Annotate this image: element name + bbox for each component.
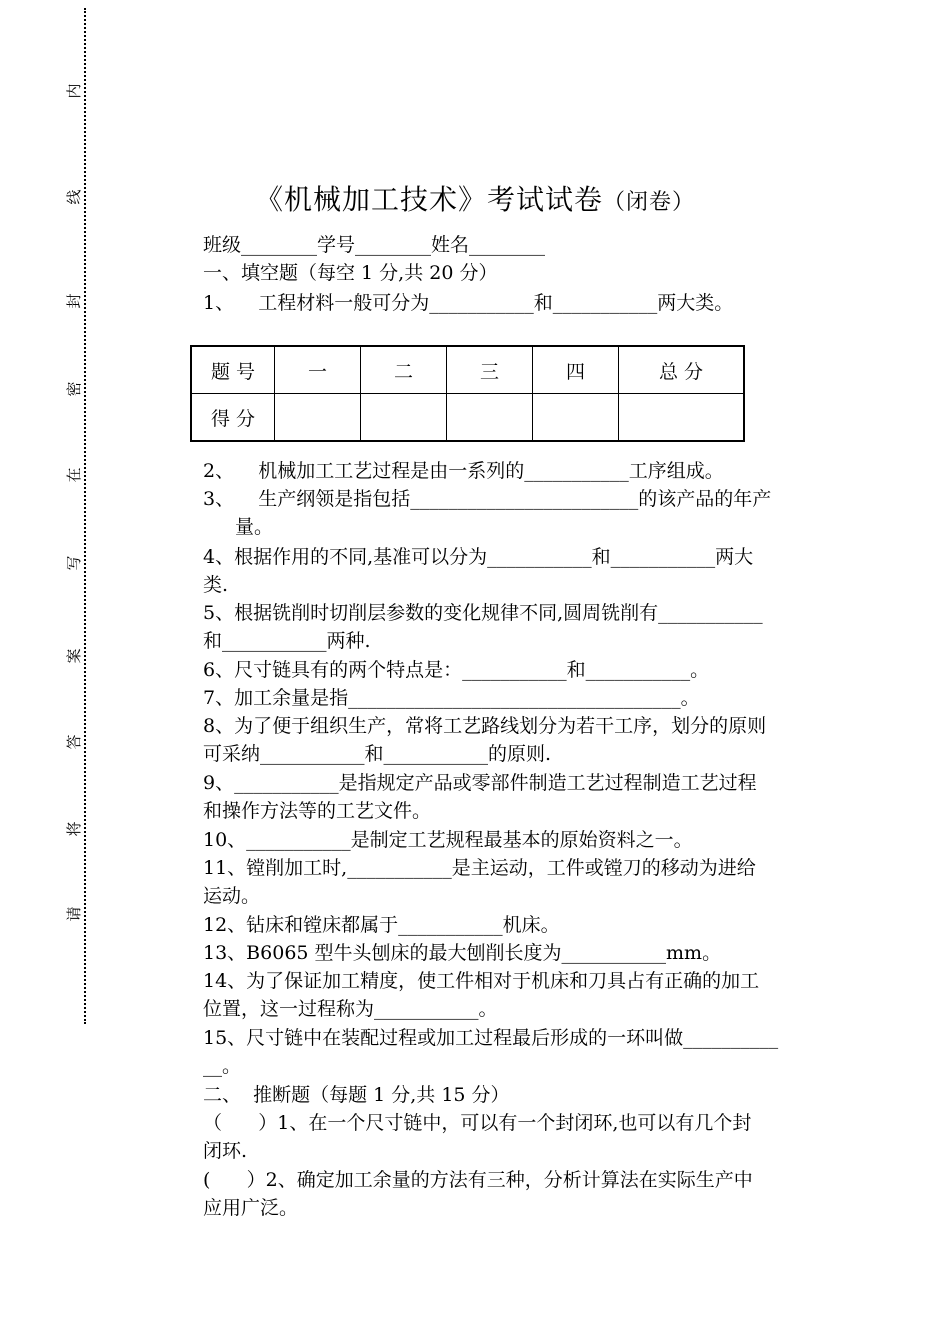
score-header-cell: 一 — [275, 346, 361, 394]
margin-char: 案 — [65, 648, 83, 664]
score-header-cell: 四 — [533, 346, 619, 394]
question-11: 11、镗削加工时,___________是主运动，工件或镗刀的移动为进给 — [203, 857, 756, 879]
question-11-cont: 运动。 — [203, 885, 261, 907]
section2-heading: 二、 推断题（每题 1 分,共 15 分） — [203, 1084, 510, 1106]
margin-char: 内 — [65, 83, 83, 99]
question-3: 3、 生产纲领是指包括________________________的该产品的年产 — [203, 488, 772, 510]
question-14: 14、为了保证加工精度，使工件相对于机床和刀具占有正确的加工 — [203, 970, 760, 992]
margin-char: 在 — [65, 467, 83, 483]
tf-question-1: （ ）1、在一个尺寸链中，可以有一个封闭环,也可以有几个封 — [203, 1112, 752, 1134]
tf-question-2: ( ）2、确定加工余量的方法有三种，分析计算法在实际生产中 — [203, 1169, 753, 1191]
margin-char: 请 — [65, 906, 83, 922]
question-9: 9、___________是指规定产品或零部件制造工艺过程制造工艺过程 — [203, 772, 757, 794]
question-3-cont: 量。 — [235, 516, 274, 538]
question-9-cont: 和操作方法等的工艺文件。 — [203, 800, 432, 822]
question-4-cont: 类. — [203, 574, 229, 596]
question-7: 7、加工余量是指___________________________________。 — [203, 687, 700, 709]
score-cell — [447, 394, 533, 442]
tf-question-2-cont: 应用广泛。 — [203, 1197, 299, 1219]
question-8-cont: 可采纳___________和___________的原则. — [203, 743, 552, 765]
tf-question-1-cont: 闭环. — [203, 1140, 248, 1162]
binding-dotted-line — [84, 8, 86, 1024]
score-header-cell: 三 — [447, 346, 533, 394]
question-14-cont: 位置，这一过程称为___________。 — [203, 998, 498, 1020]
question-4: 4、根据作用的不同,基准可以分为___________和___________两大 — [203, 546, 754, 568]
question-5-cont: 和___________两种. — [203, 630, 371, 652]
score-header-cell: 总 分 — [619, 346, 745, 394]
score-table — [190, 345, 745, 442]
margin-char: 线 — [65, 189, 83, 205]
score-header-cell: 二 — [361, 346, 447, 394]
score-cell — [275, 394, 361, 442]
question-1: 1、 工程材料一般可分为___________和___________两大类。 — [203, 292, 734, 314]
question-13: 13、B6065 型牛头刨床的最大刨削长度为___________mm。 — [203, 942, 722, 964]
student-info-line: 班级________学号________姓名________ — [203, 234, 546, 256]
question-8: 8、为了便于组织生产，常将工艺路线划分为若干工序，划分的原则 — [203, 715, 767, 737]
question-10: 10、___________是制定工艺规程最基本的原始资料之一。 — [203, 829, 693, 851]
margin-char: 答 — [65, 734, 83, 750]
score-cell — [361, 394, 447, 442]
score-row-label: 得 分 — [191, 394, 275, 442]
question-12: 12、钻床和镗床都属于___________机床。 — [203, 914, 560, 936]
exam-title-suffix: （闭卷） — [603, 190, 696, 215]
section1-heading: 一、填空题（每空 1 分,共 20 分） — [203, 262, 498, 284]
score-cell — [619, 394, 745, 442]
margin-char: 将 — [65, 821, 83, 837]
score-header-cell: 题 号 — [191, 346, 275, 394]
margin-char: 写 — [65, 555, 83, 571]
question-2: 2、 机械加工工艺过程是由一系列的___________工序组成。 — [203, 460, 724, 482]
question-15: 15、尺寸链中在装配过程或加工过程最后形成的一环叫做__________ — [203, 1027, 779, 1049]
exam-title-main: 《机械加工技术》考试试卷 — [254, 183, 603, 216]
score-cell — [533, 394, 619, 442]
margin-char: 封 — [65, 293, 83, 309]
question-5: 5、根据铣削时切削层参数的变化规律不同,圆周铣削有___________ — [203, 602, 763, 624]
exam-title — [0, 178, 950, 218]
question-6: 6、尺寸链具有的两个特点是：___________和___________。 — [203, 659, 710, 681]
margin-char: 密 — [65, 381, 83, 397]
question-15-cont: __。 — [203, 1055, 242, 1077]
